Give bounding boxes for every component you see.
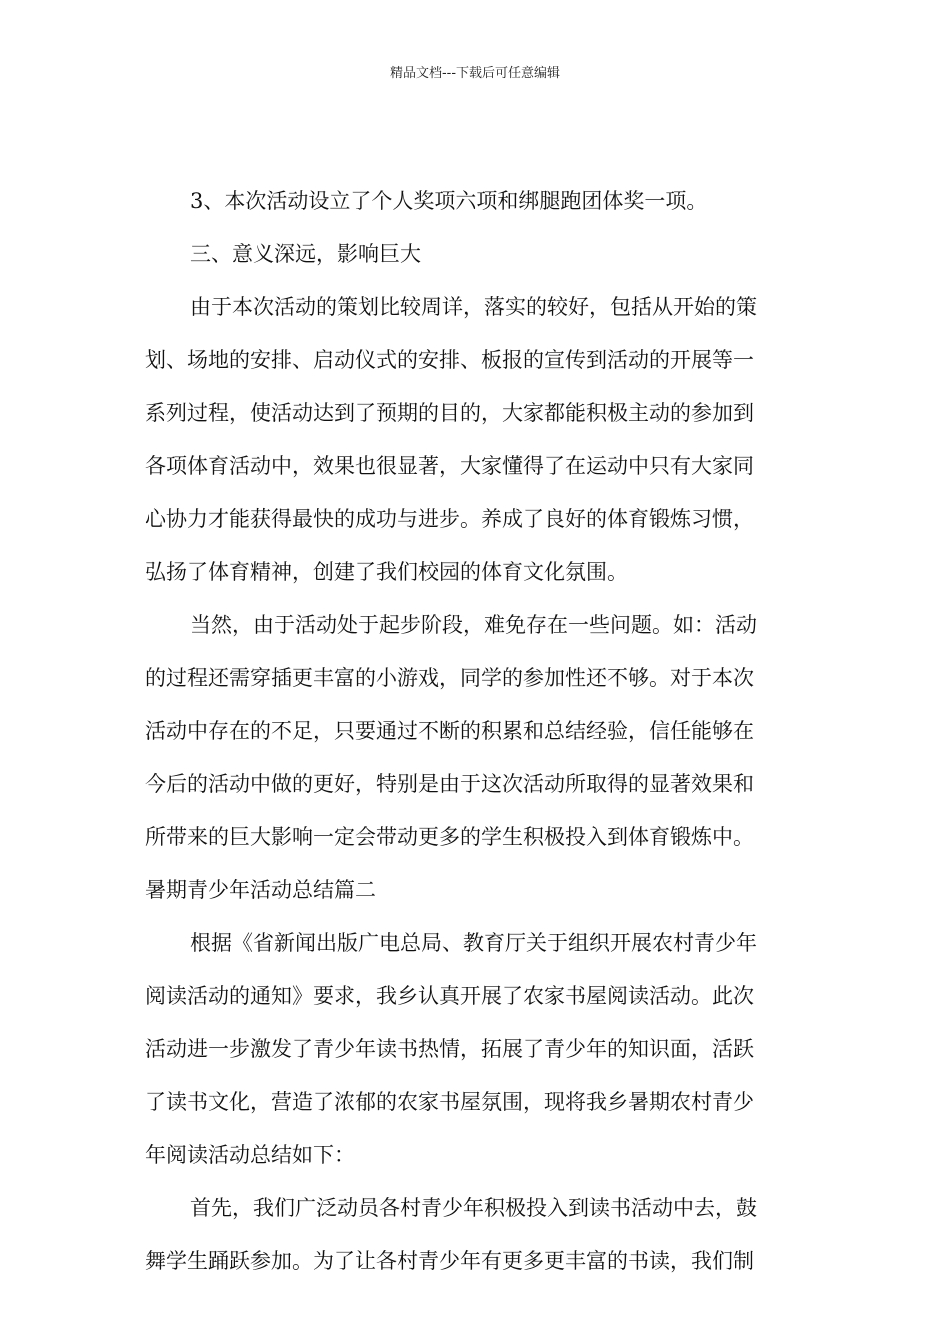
body-line: 所带来的巨大影响一定会带动更多的学生积极投入到体育锻炼中。	[145, 825, 754, 849]
body-line: 根据《省新闻出版广电总局、教育厅关于组织开展农村青少年	[190, 931, 757, 955]
body-line: 弘扬了体育精神，创建了我们校园的体育文化氛围。	[145, 560, 628, 584]
body-line: 首先，我们广泛动员各村青少年积极投入到读书活动中去，鼓	[190, 1196, 757, 1220]
body-line: 系列过程，使活动达到了预期的目的，大家都能积极主动的参加到	[145, 401, 754, 425]
body-line: 活动进一步激发了青少年读书热情，拓展了青少年的知识面，活跃	[145, 1037, 754, 1061]
section-heading: 三、意义深远，影响巨大	[190, 242, 421, 266]
body-line: 的过程还需穿插更丰富的小游戏，同学的参加性还不够。对于本次	[145, 666, 754, 690]
body-line: 心协力才能获得最快的成功与进步。养成了良好的体育锻炼习惯，	[145, 507, 754, 531]
page-header: 精品文档---下载后可任意编辑	[389, 66, 561, 81]
body-line: 由于本次活动的策划比较周详，落实的较好，包括从开始的策	[190, 295, 757, 319]
body-line: 舞学生踊跃参加。为了让各村青少年有更多更丰富的书读，我们制	[145, 1249, 754, 1273]
body-line: 年阅读活动总结如下：	[145, 1143, 355, 1167]
body-line: 今后的活动中做的更好，特别是由于这次活动所取得的显著效果和	[145, 772, 754, 796]
body-line: 各项体育活动中，效果也很显著，大家懂得了在运动中只有大家同	[145, 454, 754, 478]
body-line: 了读书文化，营造了浓郁的农家书屋氛围，现将我乡暑期农村青少	[145, 1090, 754, 1114]
body-line: 划、场地的安排、启动仪式的安排、板报的宣传到活动的开展等一	[145, 348, 754, 372]
body-line: 阅读活动的通知》要求，我乡认真开展了农家书屋阅读活动。此次	[145, 984, 754, 1008]
body-line: 活动中存在的不足，只要通过不断的积累和总结经验，信任能够在	[145, 719, 754, 743]
body-line: 3、本次活动设立了个人奖项六项和绑腿跑团体奖一项。	[190, 189, 708, 213]
section-title: 暑期青少年活动总结篇二	[145, 878, 376, 902]
body-line: 当然，由于活动处于起步阶段，难免存在一些问题。如：活动	[190, 613, 757, 637]
